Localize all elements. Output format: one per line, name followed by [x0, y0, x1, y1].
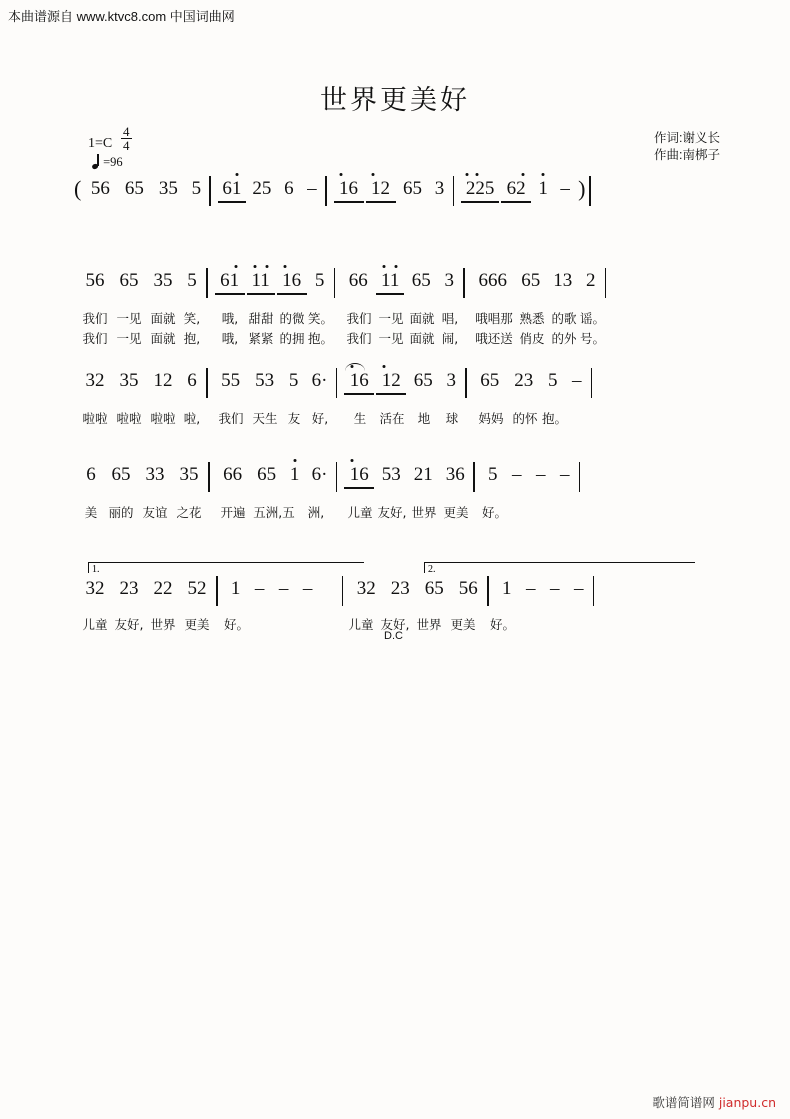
measure: [217, 176, 323, 200]
lyric: 更美: [443, 505, 469, 520]
note-group: 32: [85, 578, 105, 599]
measure: [473, 368, 589, 392]
barline: [325, 176, 327, 206]
lyric: 的外: [551, 331, 577, 346]
note-group: –: [278, 578, 289, 599]
measure: [224, 576, 320, 600]
lyrics-row-1: [78, 408, 730, 428]
measure: [343, 462, 471, 486]
note-group: 65: [403, 178, 423, 199]
lyric: 抱。: [542, 411, 568, 426]
note-group: –: [512, 464, 522, 485]
lyrics-row-1: [78, 502, 730, 522]
note-group: 11: [246, 268, 276, 292]
lyric: 世界: [150, 617, 176, 632]
lyric: 友好,: [377, 505, 407, 520]
volta-label: 1.: [92, 564, 100, 575]
page-title: 世界更美好: [320, 85, 470, 116]
music-system-2: [0, 368, 790, 428]
lyric: 我们: [82, 311, 108, 326]
note-group: 65: [480, 370, 500, 391]
lyric: 啦啦: [116, 411, 142, 426]
lyric: 儿童: [82, 617, 108, 632]
measure: [460, 176, 576, 200]
note-group: 35: [119, 370, 139, 391]
volta-label: 2.: [428, 564, 436, 575]
measure: [214, 268, 332, 292]
barline: [487, 576, 489, 606]
measure: [495, 576, 591, 600]
note-group: –: [560, 464, 570, 485]
note-group: 33: [145, 464, 165, 485]
lyric: 好。: [490, 617, 516, 632]
quarter-note-icon: [92, 155, 100, 168]
lyric: 闹,: [441, 331, 459, 346]
lyric: 活在: [379, 411, 405, 426]
lyric: 地: [417, 411, 431, 426]
lyric: 啦啦: [82, 411, 108, 426]
note-group: 53: [255, 370, 275, 391]
lyric: 生: [353, 411, 367, 426]
note-group: 62: [500, 176, 532, 200]
lyric: 儿童: [348, 617, 374, 632]
lyric: 的拥: [279, 331, 305, 346]
note-group: 6: [187, 370, 197, 391]
music-system-1: [0, 268, 790, 348]
note-group: 225: [460, 176, 500, 200]
note-group: 32: [356, 578, 376, 599]
barline: [336, 462, 338, 492]
lyric: 抱。: [308, 331, 334, 346]
lyricist-label: 作词:谢义长: [654, 131, 720, 145]
note-group: 5: [488, 464, 498, 485]
barline: [465, 368, 467, 398]
barline-final: [593, 576, 594, 606]
lyric: 世界: [411, 505, 437, 520]
lyric: 一见: [116, 311, 142, 326]
note-group: 65: [411, 270, 431, 291]
note-group: 23: [514, 370, 534, 391]
note-group: 66: [223, 464, 243, 485]
lyric: 美: [84, 505, 98, 520]
note-group: 5: [288, 370, 299, 391]
note-group: –: [302, 578, 313, 599]
lyric: 笑,: [183, 311, 201, 326]
lyrics-row-2: [78, 328, 730, 348]
lyric: 我们: [82, 331, 108, 346]
note-group: 666: [478, 270, 508, 291]
lyric: 之花: [176, 505, 202, 520]
note-group: 56: [458, 578, 478, 599]
note-group: 3: [446, 370, 456, 391]
barline: [209, 176, 211, 206]
note-group: 65: [257, 464, 277, 485]
note-group: 5: [187, 270, 197, 291]
dc-marking: D.C: [384, 630, 403, 642]
lyric: 的微: [279, 311, 305, 326]
note-group: 16: [343, 462, 375, 486]
lyric: 号。: [580, 331, 606, 346]
note-group: 12: [375, 368, 407, 392]
note-group: 1: [532, 176, 554, 200]
lyric: 儿童: [347, 505, 373, 520]
note-group: 35: [153, 270, 173, 291]
note-group: 16: [333, 176, 365, 200]
note-group: 65: [111, 464, 131, 485]
note-group: 5: [191, 178, 202, 199]
lyric: 开遍: [220, 505, 246, 520]
barline: [206, 368, 208, 398]
measure: [78, 368, 204, 392]
lyric: 啦啦: [150, 411, 176, 426]
lyric: 面就: [150, 331, 176, 346]
lyrics-row-endings: [78, 614, 730, 634]
meter-denominator: 4: [122, 138, 130, 153]
lyric: 哦,: [221, 311, 239, 326]
barline: [334, 268, 336, 298]
measure: [481, 462, 577, 486]
lyric: 俏皮: [519, 331, 545, 346]
note-group: 5: [314, 270, 325, 291]
note-group: 3: [434, 178, 445, 199]
note-group: 53: [381, 464, 401, 485]
lyric: 世界: [416, 617, 442, 632]
measure: [471, 268, 603, 292]
volta-bracket-2: [424, 562, 695, 573]
music-system-3: [0, 462, 790, 522]
measure: [83, 176, 207, 200]
note-group: 1: [230, 578, 241, 599]
note-group: 21: [413, 464, 433, 485]
footer-site: jianpu.cn: [718, 1095, 776, 1110]
lyric: 友: [287, 411, 301, 426]
measure: [78, 576, 214, 600]
note-group: 56: [90, 178, 110, 199]
note-group: 25: [252, 178, 272, 199]
note-group: 11: [375, 268, 405, 292]
measure: [343, 368, 463, 392]
lyric: 更美: [184, 617, 210, 632]
lyrics-row-1: [78, 308, 730, 328]
lyric: 面就: [150, 311, 176, 326]
note-group: 2: [586, 270, 596, 291]
note-group: 66: [348, 270, 368, 291]
lyric: 好。: [482, 505, 508, 520]
barline: [206, 268, 208, 298]
key-label: 1=C: [88, 136, 113, 151]
lyric: 友好,: [114, 617, 144, 632]
measure: [214, 368, 334, 392]
lyric: 妈妈: [478, 411, 504, 426]
barline-final: [605, 268, 606, 298]
lyric: 紧紧: [248, 331, 274, 346]
note-group: 35: [179, 464, 199, 485]
barline: [336, 368, 338, 398]
note-group: 1: [502, 578, 512, 599]
credits: [654, 130, 720, 164]
note-group: 12: [365, 176, 397, 200]
lyric: 一见: [378, 311, 404, 326]
barline-final: [589, 176, 590, 206]
lyric: 哦唱那: [475, 311, 513, 326]
meter-numerator: 4: [122, 124, 130, 139]
lyric: 我们: [218, 411, 244, 426]
note-group: 35: [158, 178, 178, 199]
note-group: 36: [445, 464, 465, 485]
tempo-marking: [92, 155, 123, 170]
barline: [453, 176, 455, 206]
barline: [473, 462, 475, 492]
composer-label: 作曲:南梆子: [654, 148, 720, 162]
note-group: 65: [521, 270, 541, 291]
measure: [216, 462, 334, 486]
lyric: 五洲,五: [253, 505, 295, 520]
barline: [216, 576, 218, 606]
note-group: 32: [85, 370, 105, 391]
footer-watermark: [652, 1093, 776, 1111]
lyric: 球: [445, 411, 459, 426]
lyric: 的歌: [551, 311, 577, 326]
note-group: –: [536, 464, 546, 485]
note-group: –: [307, 178, 317, 199]
measure: [333, 176, 451, 200]
note-group: 22: [153, 578, 173, 599]
note-group: 52: [187, 578, 207, 599]
barline: [208, 462, 210, 492]
lyric: 啦,: [183, 411, 201, 426]
lyric: 一见: [116, 331, 142, 346]
note-group: –: [526, 578, 536, 599]
note-group: 61: [214, 268, 246, 292]
note-group: –: [574, 578, 584, 599]
key-signature: [88, 126, 132, 152]
note-group: 65: [424, 578, 444, 599]
note-group: 65: [413, 370, 433, 391]
lyric: 天生: [252, 411, 278, 426]
note-group: 12: [153, 370, 173, 391]
lyric: 抱,: [183, 331, 201, 346]
lyric: 谣。: [580, 311, 606, 326]
note-group: 56: [85, 270, 105, 291]
note-group: 3: [444, 270, 454, 291]
measure: [78, 462, 206, 486]
music-system-endings: [0, 552, 790, 642]
note-group: 65: [124, 178, 144, 199]
lyric: 一见: [378, 331, 404, 346]
lyric: 熟悉: [519, 311, 545, 326]
lyric: 我们: [346, 331, 372, 346]
note-group: –: [254, 578, 265, 599]
note-group: 5: [548, 370, 558, 391]
time-signature: [121, 126, 132, 151]
lyric: 笑。: [308, 311, 334, 326]
lyric: 洲,: [307, 505, 325, 520]
note-group: 6·: [311, 464, 328, 485]
lyric: 甜甜: [248, 311, 274, 326]
note-group: 61: [217, 176, 247, 200]
note-group: –: [560, 178, 570, 199]
measure: [341, 268, 461, 292]
note-group: 6·: [311, 370, 328, 391]
lyric: 好。: [224, 617, 250, 632]
lyric: 哦,: [221, 331, 239, 346]
source-watermark: 本曲谱源自 www.ktvc8.com 中国词曲网: [8, 9, 235, 24]
note-group: –: [550, 578, 560, 599]
note-group: 55: [221, 370, 241, 391]
measure: [349, 576, 485, 600]
lyric: 的怀: [512, 411, 538, 426]
lyric: 更美: [450, 617, 476, 632]
barline-final: [579, 462, 580, 492]
barline: [463, 268, 465, 298]
volta-bracket-1: [88, 562, 364, 573]
music-system-intro: [0, 176, 790, 210]
lyric: 我们: [346, 311, 372, 326]
lyric: 好,: [311, 411, 329, 426]
note-group: 65: [119, 270, 139, 291]
barline-repeat: [342, 576, 344, 606]
lyric: 面就: [409, 311, 435, 326]
note-group: 23: [119, 578, 139, 599]
intro-close-paren: ): [578, 176, 586, 201]
note-group: 23: [390, 578, 410, 599]
note-group: –: [572, 370, 582, 391]
measure: [78, 268, 204, 292]
lyric: 唱,: [441, 311, 459, 326]
lyric: 哦还送: [475, 331, 513, 346]
barline-final: [591, 368, 592, 398]
note-group: 1: [284, 462, 306, 486]
tempo-value: =96: [103, 155, 123, 169]
footer-label: 歌谱简谱网: [652, 1095, 715, 1110]
lyric: 友谊: [142, 505, 168, 520]
note-group: 16: [276, 268, 308, 292]
note-group: 16: [343, 368, 375, 392]
lyric: 友好,: [380, 617, 410, 632]
note-group: 13: [553, 270, 573, 291]
intro-open-paren: (: [74, 176, 82, 201]
note-group: 6: [86, 464, 96, 485]
lyric: 丽的: [108, 505, 134, 520]
note-group: 6: [284, 178, 294, 199]
lyric: 面就: [409, 331, 435, 346]
